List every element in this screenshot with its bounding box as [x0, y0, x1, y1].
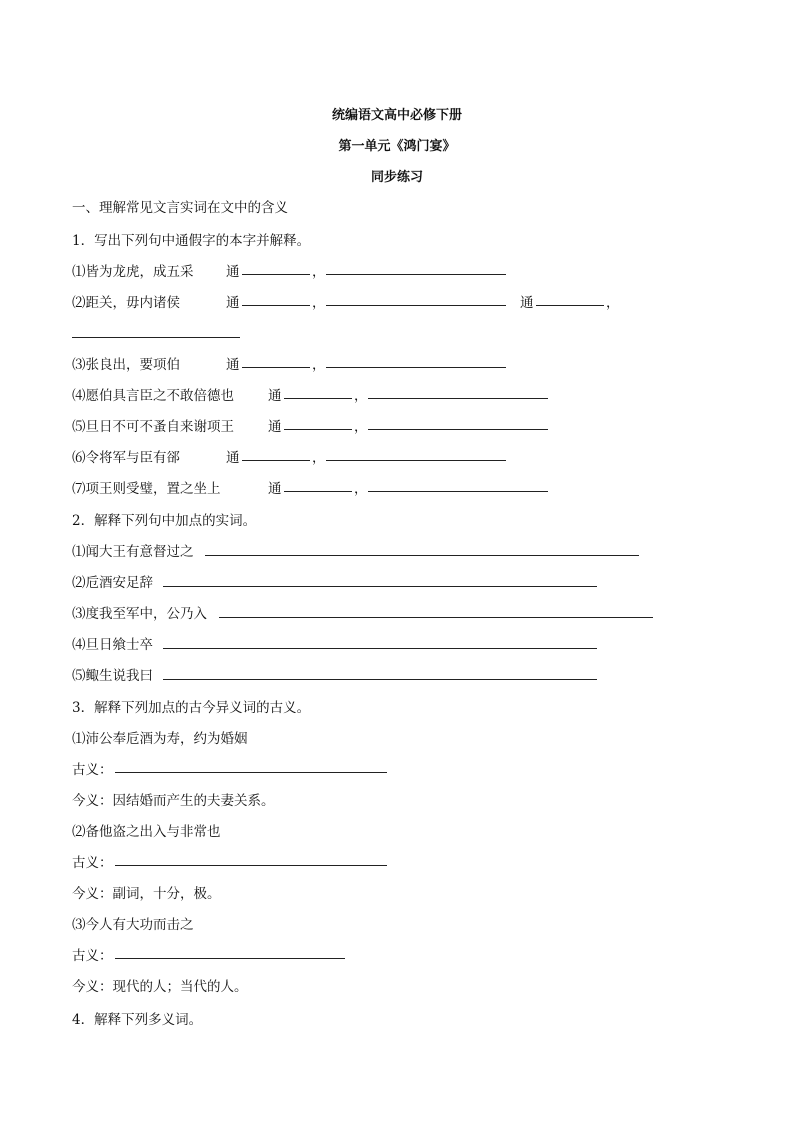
document-label: 同步练习 [370, 170, 423, 185]
q1-item: ⑷愿伯具言臣之不敢倍德也 [72, 388, 234, 404]
question-2-prompt: 2．解释下列句中加点的实词。 [72, 513, 257, 529]
q3-sentence: ⑴沛公奉卮酒为寿，约为婚姻 [72, 731, 248, 747]
q1-blank-char[interactable] [242, 274, 310, 275]
q2-item: ⑶度我至军中，公乃入 [72, 606, 207, 622]
q1-blank-char[interactable] [284, 398, 352, 399]
comma: ， [606, 295, 620, 311]
tong-label: 通 [226, 450, 240, 466]
jin-yi-text: 今义：现代的人；当代的人。 [72, 979, 248, 995]
tong-label: 通 [226, 357, 240, 373]
gu-yi-label: 古义： [72, 948, 113, 964]
comma: ， [354, 388, 368, 404]
comma: ， [312, 357, 326, 373]
tong-label: 通 [268, 419, 282, 435]
q1-blank-meaning[interactable] [326, 460, 506, 461]
tong-label: 通 [520, 295, 534, 311]
tong-label: 通 [268, 481, 282, 497]
comma: ， [312, 450, 326, 466]
q1-item: ⑹令将军与臣有郤 [72, 450, 180, 466]
q1-blank-char[interactable] [242, 367, 310, 368]
comma: ， [312, 295, 326, 311]
gu-yi-blank[interactable] [115, 865, 387, 866]
comma: ， [354, 481, 368, 497]
q2-answer-blank[interactable] [163, 679, 597, 680]
q1-blank-char[interactable] [284, 491, 352, 492]
q1-item: ⑸旦日不可不蚤自来谢项王 [72, 419, 234, 435]
document-subtitle: 第一单元《鸿门宴》 [338, 139, 456, 154]
jin-yi-text: 今义：副词，十分，极。 [72, 886, 221, 902]
q1-blank-meaning[interactable] [326, 305, 506, 306]
q2-answer-blank[interactable] [219, 617, 653, 618]
jin-yi-text: 今义：因结婚而产生的夫妻关系。 [72, 793, 275, 809]
q3-sentence: ⑶今人有大功而击之 [72, 917, 194, 933]
q1-blank-meaning[interactable] [326, 367, 506, 368]
q1-blank-meaning[interactable] [368, 398, 548, 399]
tong-label: 通 [226, 295, 240, 311]
q1-blank-meaning[interactable] [368, 429, 548, 430]
document-title: 统编语文高中必修下册 [331, 108, 462, 123]
q1-item: ⑵距关，毋内诸侯 [72, 295, 180, 311]
q2-item: ⑷旦日飨士卒 [72, 637, 153, 653]
q1-item: ⑺项王则受璧，置之坐上 [72, 481, 221, 497]
q1-item: ⑴皆为龙虎，成五采 [72, 264, 194, 280]
question-3-prompt: 3．解释下列加点的古今异义词的古义。 [72, 700, 311, 716]
q1-blank-meaning[interactable] [72, 337, 240, 338]
q2-item: ⑵卮酒安足辞 [72, 575, 153, 591]
q1-blank-char[interactable] [242, 305, 310, 306]
q1-blank-char[interactable] [242, 460, 310, 461]
q2-item: ⑴闻大王有意督过之 [72, 544, 194, 560]
comma: ， [312, 264, 326, 280]
gu-yi-blank[interactable] [115, 772, 387, 773]
question-4-prompt: 4．解释下列多义词。 [72, 1012, 203, 1028]
q2-answer-blank[interactable] [205, 555, 639, 556]
comma: ， [354, 419, 368, 435]
q1-item: ⑶张良出，要项伯 [72, 357, 180, 373]
q1-blank-meaning[interactable] [326, 274, 506, 275]
tong-label: 通 [268, 388, 282, 404]
q3-sentence: ⑵备他盗之出入与非常也 [72, 824, 221, 840]
q2-answer-blank[interactable] [163, 648, 597, 649]
section-heading: 一、理解常见文言实词在文中的含义 [72, 200, 288, 216]
gu-yi-label: 古义： [72, 855, 113, 871]
question-1-prompt: 1．写出下列句中通假字的本字并解释。 [72, 233, 311, 249]
q2-answer-blank[interactable] [163, 586, 597, 587]
q1-blank-meaning[interactable] [368, 491, 548, 492]
tong-label: 通 [226, 264, 240, 280]
q1-blank-char[interactable] [536, 305, 604, 306]
gu-yi-label: 古义： [72, 762, 113, 778]
q2-item: ⑸鲰生说我曰 [72, 668, 153, 684]
q1-blank-char[interactable] [284, 429, 352, 430]
gu-yi-blank[interactable] [115, 958, 345, 959]
